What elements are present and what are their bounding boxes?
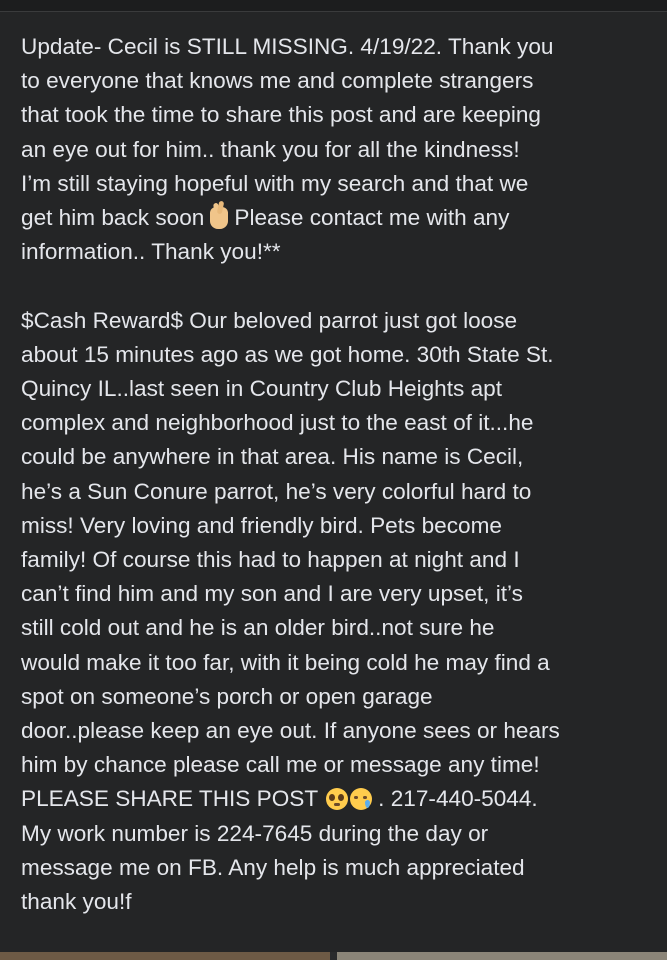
text-line: Quincy IL..last seen in Country Club Heights apt [21,376,502,402]
crossed-fingers-icon [210,207,228,229]
post-text [21,30,651,919]
photo-thumbnail[interactable] [0,952,330,960]
text-line: could be anywhere in that area. His name is Cecil, [21,444,524,470]
text-line: can’t find him and my son and I are very upset, it’s [21,581,523,607]
text-line: spot on someone’s porch or open garage [21,683,433,709]
text-line: miss! Very loving and friendly bird. Pets become [21,512,502,538]
text-line: would make it too far, with it being cold he may find a [21,649,550,675]
crying-face-icon [350,788,372,810]
attached-photos-strip[interactable] [0,952,667,960]
phone-number: . 217-440-5044. [378,786,538,812]
text-line [21,782,651,816]
update-paragraph [21,30,651,269]
text-line: I’m still staying hopeful with my search and that we [21,170,529,196]
text-line: an eye out for him.. thank you for all the kindness! [21,136,520,162]
text-fragment: PLEASE SHARE THIS POST [21,786,319,812]
text-line: him by chance please call me or message any time! [21,752,540,778]
text-fragment: get him back soon [21,205,205,231]
pleading-face-icon [326,788,348,810]
paragraph-spacer [21,269,651,303]
text-line: complex and neighborhood just to the east of it...he [21,410,534,436]
text-line: he’s a Sun Conure parrot, he’s very colorful hard to [21,478,532,504]
text-line: Update- Cecil is STILL MISSING. 4/19/22. Thank you [21,34,554,59]
text-line: My work number is 224-7645 during the day or [21,820,489,846]
reward-paragraph [21,304,651,920]
text-line: that took the time to share this post and are keeping [21,102,541,128]
text-line: about 15 minutes ago as we got home. 30th State St. [21,341,554,367]
text-fragment: Please contact me with any [234,205,510,231]
text-line: still cold out and he is an older bird..not sure he [21,615,495,641]
text-line: family! Of course this had to happen at night and I [21,547,520,573]
text-line: message me on FB. Any help is much appreciated [21,854,525,880]
text-line: door..please keep an eye out. If anyone sees or hears [21,718,560,744]
text-line: to everyone that knows me and complete strangers [21,68,534,94]
top-divider [0,0,667,12]
text-line: thank you!f [21,889,132,915]
photo-thumbnail[interactable] [337,952,667,960]
text-line: information.. Thank you!** [21,239,281,265]
text-line: $Cash Reward$ Our beloved parrot just got loose [21,307,518,333]
text-line [21,201,651,235]
